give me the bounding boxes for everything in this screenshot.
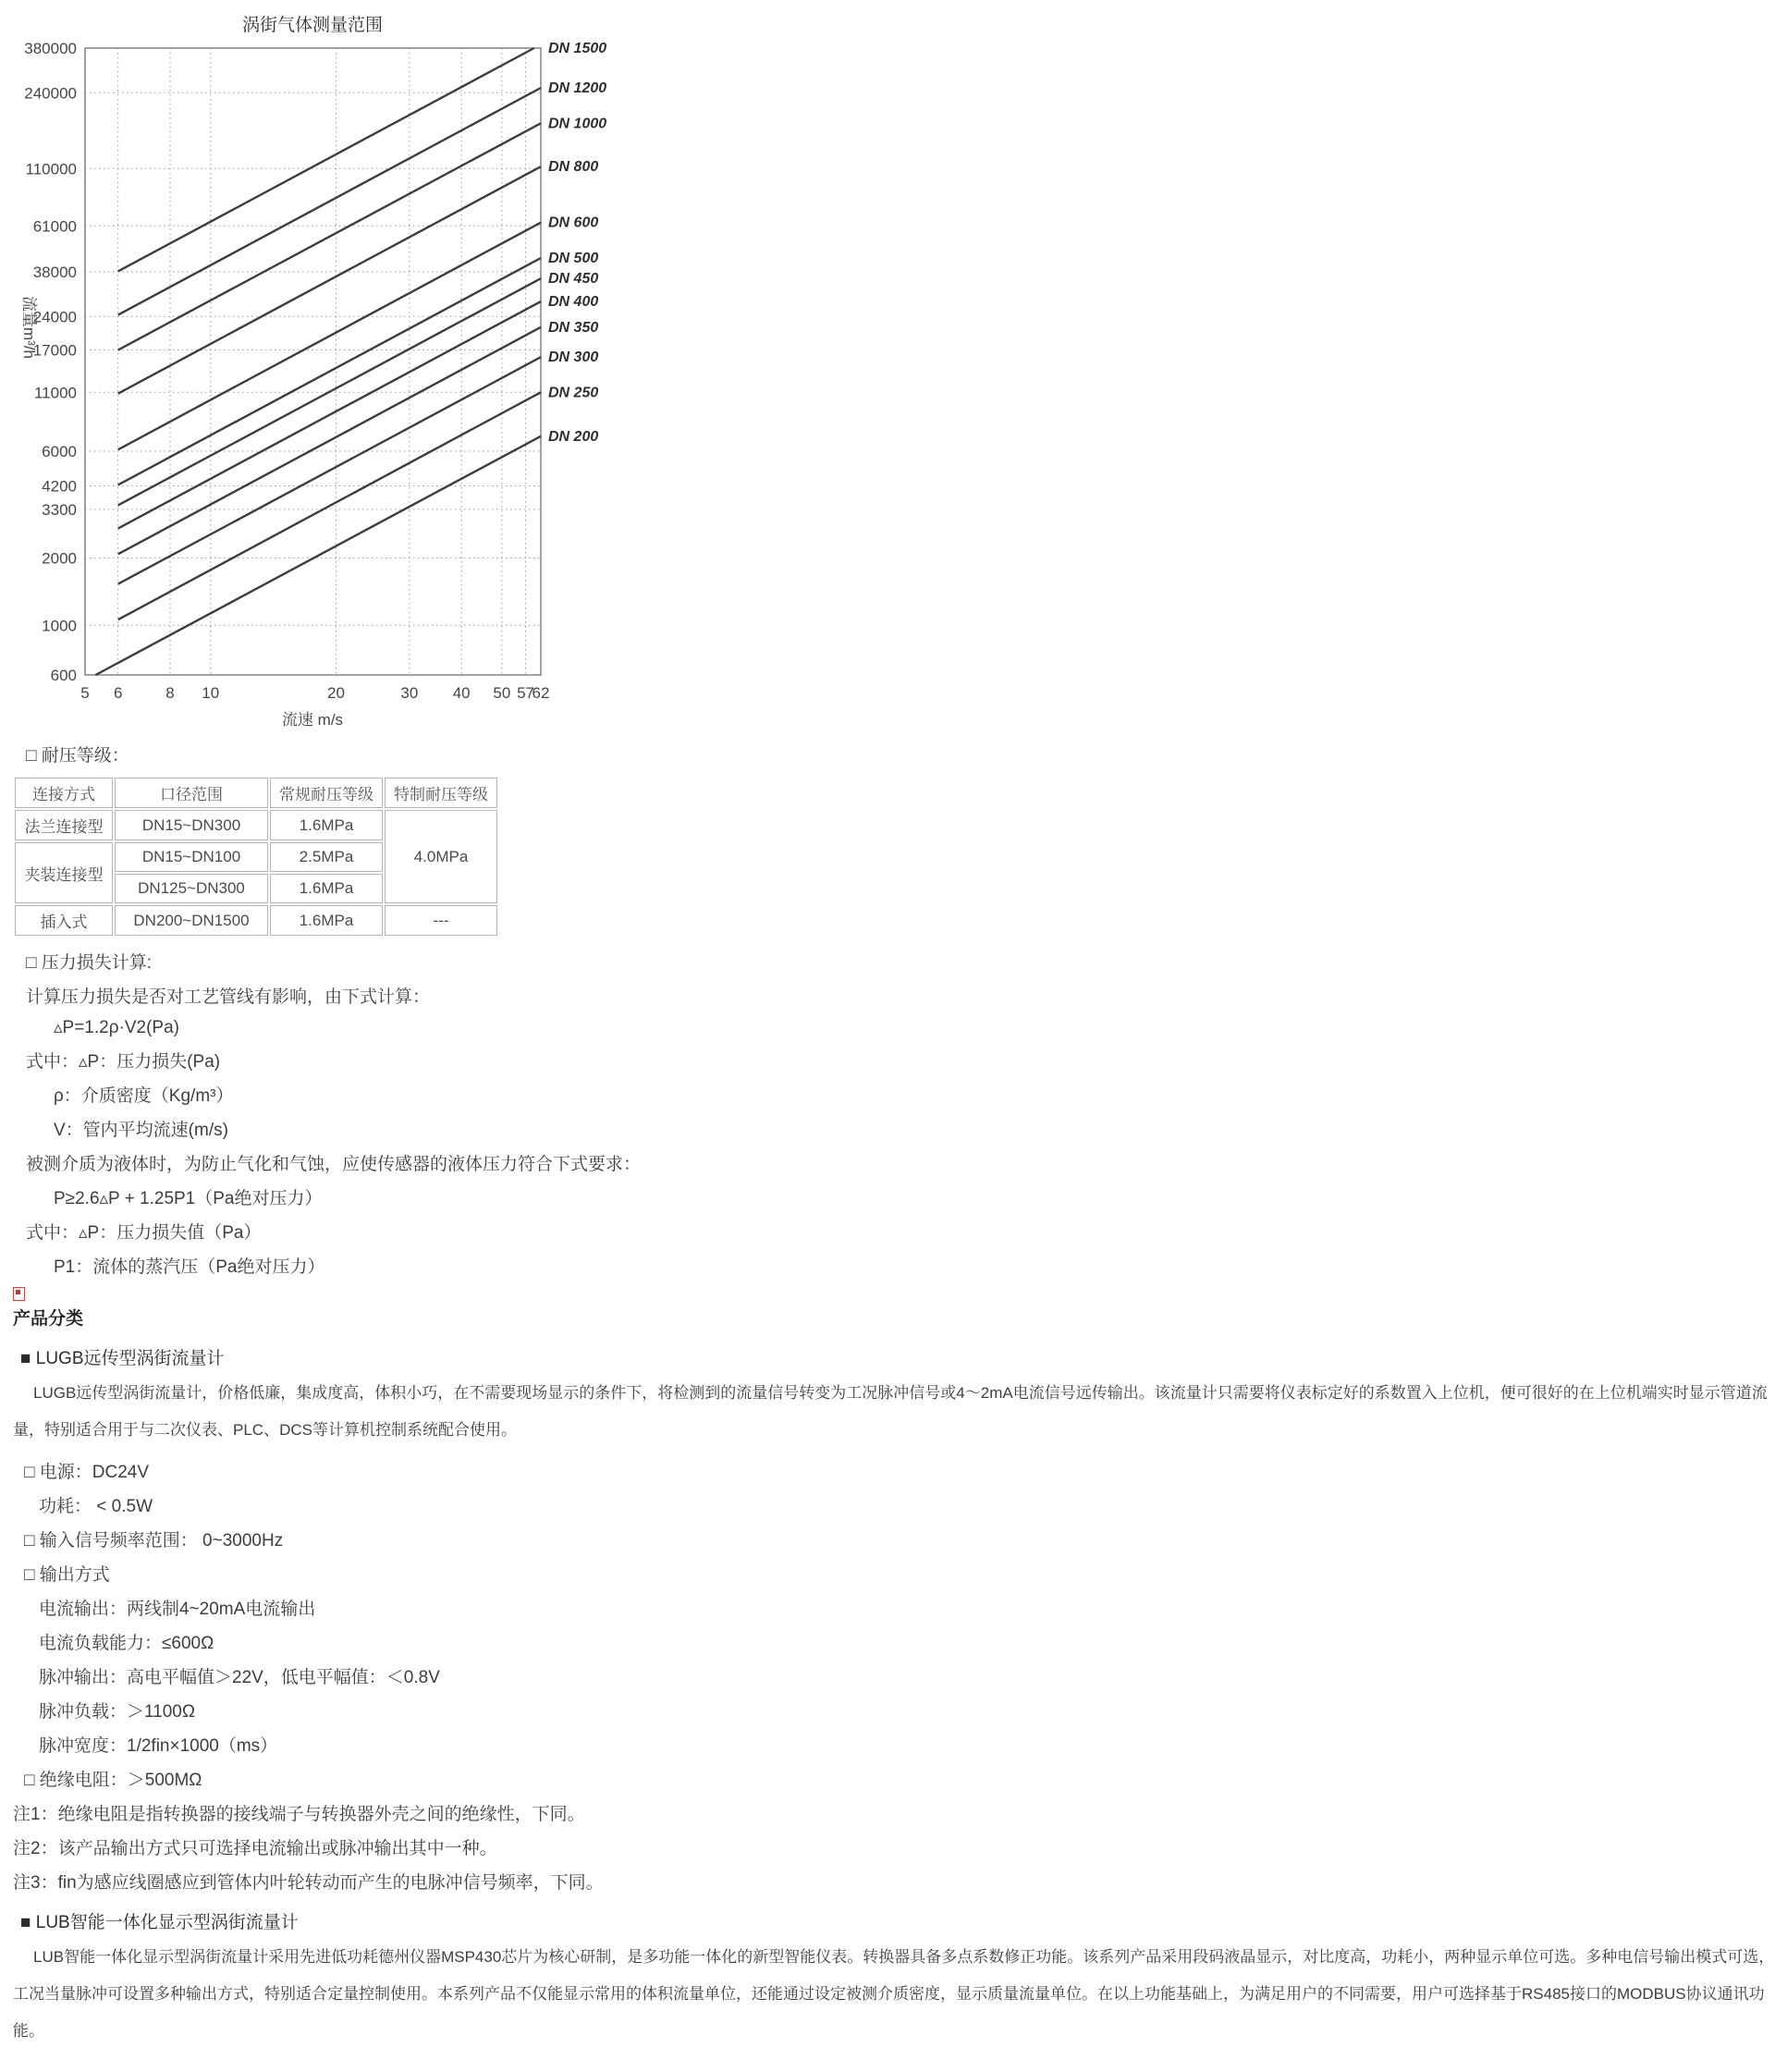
series-label: DN 1200	[548, 80, 607, 97]
plot-border	[85, 48, 541, 675]
cell-range: DN15~DN300	[115, 810, 268, 840]
pressure-loss-formula: ▵P=1.2ρ·V2(Pa)	[54, 1018, 179, 1037]
y-tick-label: 2000	[42, 549, 77, 568]
spec-current-output: 电流输出：两线制4~20mA电流输出	[39, 1600, 316, 1619]
series-label: DN 500	[548, 251, 599, 267]
series-label: DN 350	[548, 319, 599, 336]
y-tick-label: 11000	[33, 384, 77, 402]
lub-description-line: 工况当量脉冲可设置多种输出方式，特别适合定量控制使用。本系列产品不仅能显示常用的体积流量单位，还能通过设定被测介质密度，显示质量流量单位。在以上功能基础上，为满足用户的不同需要，用户可选择基于RS485接口的MODBUS协议通讯功	[13, 1985, 1765, 2003]
spec-pulse-load: 脉冲负载：＞1100Ω	[39, 1702, 196, 1722]
page-bottom-spacer	[0, 2054, 1775, 2072]
lub-product-title: ■ LUB智能一体化显示型涡街流量计	[20, 1913, 299, 1932]
lub-description	[0, 1939, 1775, 2050]
pressure-loss-section	[0, 949, 1775, 1278]
chart-line-dn-250	[118, 392, 541, 619]
x-tick-label: 10	[202, 684, 220, 702]
y-tick-label: 600	[50, 667, 77, 684]
y-tick-label: 4200	[42, 477, 77, 496]
spec-pulse-width: 脉冲宽度：1/2fin×1000（ms）	[39, 1736, 278, 1756]
table-row	[15, 905, 497, 936]
x-tick-label: 40	[452, 684, 471, 702]
spec-note-1: 注1：绝缘电阻是指转换器的接线端子与转换器外壳之间的绝缘性，下同。	[13, 1805, 585, 1824]
series-label: DN 600	[548, 215, 599, 231]
y-axis-title: 流量m³/h	[20, 296, 38, 359]
spec-insulation-resistance: □ 绝缘电阻：＞500MΩ	[24, 1771, 202, 1790]
lugb-product-title: ■ LUGB远传型涡街流量计	[20, 1349, 225, 1368]
cell-rating: 1.6MPa	[270, 874, 383, 903]
y-tick-label: 240000	[24, 84, 77, 103]
lub-description-line: 能。	[13, 2022, 44, 2040]
header-normal-rating: 常规耐压等级	[270, 778, 383, 808]
y-tick-label: 24000	[32, 308, 77, 326]
broken-image-row	[13, 1287, 1775, 1303]
x-tick-label: 62	[532, 684, 550, 702]
chart-line-dn-200	[95, 436, 541, 675]
cell-range: DN15~DN100	[115, 842, 268, 872]
pressure-rating-section-title: □ 耐压等级：	[26, 746, 129, 766]
series-label: DN 400	[548, 294, 599, 311]
broken-image-glyph	[16, 1290, 20, 1294]
formula-term: V：管内平均流速(m/s)	[54, 1121, 228, 1140]
series-label: DN 450	[548, 271, 599, 288]
chart-line-dn-500	[118, 258, 541, 484]
product-category-heading: 产品分类	[13, 1309, 84, 1329]
flow-range-chart	[0, 0, 666, 740]
lugb-description-line: LUGB远传型涡街流量计，价格低廉，集成度高，体积小巧，在不需要现场显示的条件下，将检测到的流量信号转变为工况脉冲信号或4～2mA电流信号远传输出。该流量计只需要将仪表标定好的系数置入上位机，便可很好的在上位机端实时显示管道流	[33, 1384, 1768, 1402]
cell-connection: 法兰连接型	[15, 810, 113, 840]
y-tick-label: 380000	[24, 40, 77, 57]
formula-term: P1：流体的蒸汽压（Pa绝对压力）	[54, 1257, 325, 1277]
y-tick-label: 6000	[42, 442, 77, 460]
spec-note-2: 注2：该产品输出方式只可选择电流输出或脉冲输出其中一种。	[13, 1839, 497, 1858]
cell-connection: 插入式	[15, 905, 113, 936]
cell-rating: 1.6MPa	[270, 905, 383, 936]
broken-image-icon	[13, 1287, 25, 1301]
x-axis-title: 流速 m/s	[281, 711, 344, 729]
series-label: DN 250	[548, 385, 599, 401]
chart-title: 涡街气体测量范围	[241, 16, 384, 35]
lugb-spec-list	[0, 1458, 1775, 1894]
y-tick-label: 61000	[32, 217, 77, 236]
spec-note-3: 注3：fin为感应线圈感应到管体内叶轮转动而产生的电脉冲信号频率，下同。	[13, 1873, 604, 1893]
formula-term: 式中：▵P：压力损失(Pa)	[26, 1052, 221, 1072]
table-header-row	[15, 778, 497, 808]
series-label: DN 1500	[548, 41, 607, 56]
cell-rating: 1.6MPa	[270, 810, 383, 840]
formula-term: ρ：介质密度（Kg/m³）	[54, 1086, 234, 1106]
series-label: DN 800	[548, 159, 599, 176]
chart-line-dn-350	[118, 327, 541, 554]
spec-consumption: 功耗： < 0.5W	[39, 1497, 153, 1516]
x-tick-label: 57	[517, 684, 534, 702]
y-tick-label: 110000	[25, 160, 77, 178]
y-tick-label: 1000	[42, 617, 77, 635]
pressure-loss-title: □ 压力损失计算:	[26, 953, 153, 973]
series-label: DN 1000	[548, 116, 607, 132]
y-tick-label: 3300	[42, 500, 77, 519]
x-tick-label: 6	[113, 684, 123, 702]
cell-rating: 2.5MPa	[270, 842, 383, 872]
header-special-rating: 特制耐压等级	[385, 778, 497, 808]
cell-special-rating: 4.0MPa	[385, 810, 497, 903]
header-connection-type: 连接方式	[15, 778, 113, 808]
spec-output-mode: □ 输出方式	[24, 1565, 110, 1585]
liquid-condition-note: 被测介质为液体时，为防止气化和气蚀，应使传感器的液体压力符合下式要求：	[26, 1155, 642, 1174]
cell-range: DN125~DN300	[115, 874, 268, 903]
x-tick-label: 30	[400, 684, 419, 702]
header-diameter-range: 口径范围	[115, 778, 268, 808]
spec-current-load: 电流负载能力：≤600Ω	[39, 1634, 214, 1653]
lugb-description	[0, 1375, 1775, 1449]
lub-description-line: LUB智能一体化显示型涡街流量计采用先进低功耗德州仪器MSP430芯片为核心研制，是多功能一体化的新型智能仪表。转换器具备多点系数修正功能。该系列产品采用段码液晶显示，对比度高，功耗小，两种显示单位可选。多种电信号输出模式可选，	[33, 1948, 1775, 1966]
lugb-description-line: 量，特别适合用于与二次仪表、PLC、DCS等计算机控制系统配合使用。	[13, 1421, 517, 1439]
pressure-rating-table	[13, 776, 499, 938]
spec-pulse-output: 脉冲输出：高电平幅值＞22V，低电平幅值：＜0.8V	[39, 1668, 440, 1687]
spec-input-frequency: □ 输入信号频率范围： 0~3000Hz	[24, 1531, 284, 1551]
spec-power: □ 电源：DC24V	[24, 1463, 150, 1482]
cell-connection: 夹装连接型	[15, 842, 113, 903]
cell-special-rating: ---	[385, 905, 497, 936]
x-tick-label: 8	[165, 684, 175, 702]
x-tick-label: 50	[493, 684, 511, 702]
pressure-loss-intro: 计算压力损失是否对工艺管线有影响，由下式计算：	[26, 987, 431, 1007]
table-row	[15, 810, 497, 840]
y-tick-label: 38000	[32, 264, 77, 282]
y-tick-label: 17000	[32, 341, 77, 360]
series-label: DN 200	[548, 428, 599, 445]
series-label: DN 300	[548, 349, 599, 366]
x-tick-label: 20	[326, 684, 345, 702]
liquid-pressure-formula: P≥2.6▵P + 1.25P1（Pa绝对压力）	[54, 1189, 323, 1208]
measurement-range-chart-area	[0, 0, 1775, 740]
x-tick-label: 5	[80, 684, 90, 702]
cell-range: DN200~DN1500	[115, 905, 268, 936]
formula-term: 式中：▵P：压力损失值（Pa）	[26, 1223, 262, 1243]
